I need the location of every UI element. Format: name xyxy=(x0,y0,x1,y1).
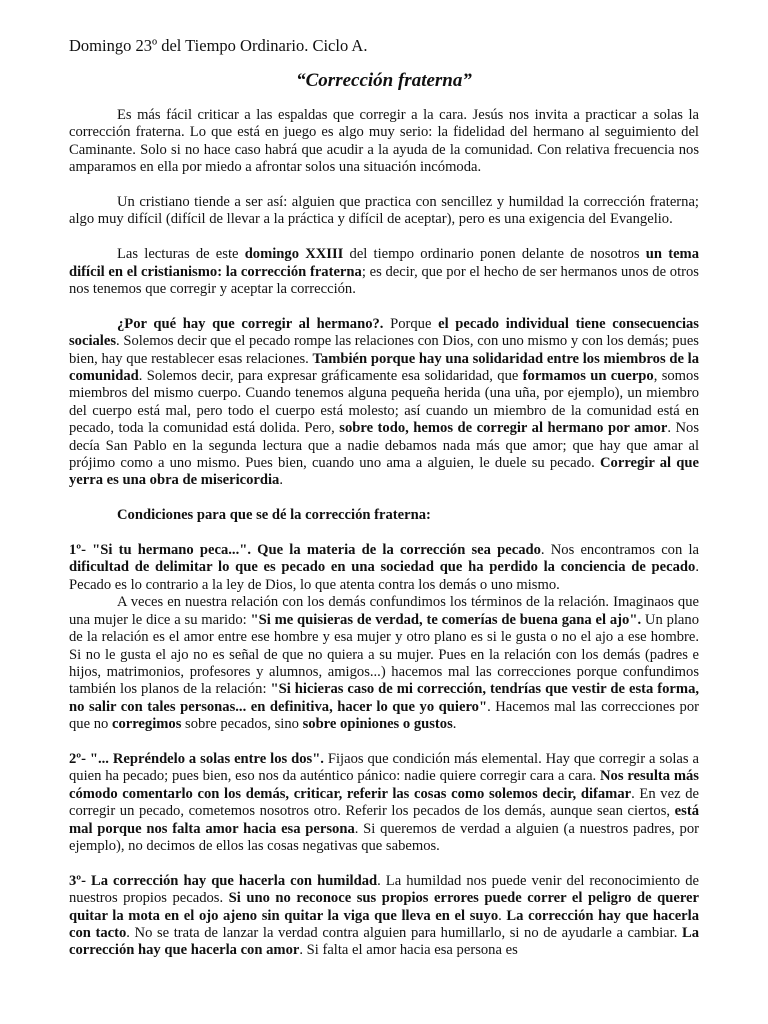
bold-text: dificultad de delimitar lo que es pecado en una sociedad que ha perdido la conciencia de pecado xyxy=(69,559,696,576)
bold-text: 2º- "... Repréndelo a solas entre los dos". xyxy=(69,750,324,767)
text-run: . Nos encontramos con la xyxy=(540,542,699,559)
text-run: . xyxy=(498,907,507,924)
document-header: Domingo 23º del Tiempo Ordinario. Ciclo A. xyxy=(69,36,368,55)
paragraph xyxy=(69,194,699,229)
bold-text: 1º- "Si tu hermano peca...". Que la materia de la corrección sea pecado xyxy=(69,542,541,559)
text-run: , somos miembros del mismo cuerpo. Cuando tenemos alguna pequeña herida (una uña, por ejemplo), un miembro del cuerpo está mal, pero todo el cuerpo está molesto; así cuando un miembro de la comunidad está en pecado, toda la comunidad está dolida. Pero, xyxy=(69,368,700,437)
text-run: . xyxy=(452,716,457,733)
text-run: . No se trata de lanzar la verdad contra alguien para humillarlo, si no de ayudarle a cambiar. xyxy=(126,924,682,941)
paragraph xyxy=(69,594,699,733)
bold-text: Condiciones para que se dé la corrección fraterna: xyxy=(117,507,431,524)
text-run: . Si queremos de verdad a alguien (a nuestros padres, por ejemplo), no decimos de ellos las cosas negativas que sabemos. xyxy=(69,820,699,854)
bold-text: formamos un cuerpo xyxy=(522,368,654,385)
bold-text: Si uno no reconoce sus propios errores puede correr el peligro de querer quitar la mota en el ojo ajeno sin quitar la viga que lleva en el suyo xyxy=(69,890,699,924)
bold-text: el pecado individual tiene consecuencias sociales xyxy=(69,315,699,350)
bold-text: está mal porque nos falta amor hacia esa persona xyxy=(69,803,699,837)
bold-text: ¿Por qué hay que corregir al hermano?. xyxy=(117,315,384,332)
text-run: . Hacemos mal las correcciones por que no xyxy=(69,698,699,733)
text-run: Es más fácil criticar a las espaldas que corregir a la cara. Jesús nos invita a practicar a solas la corrección fraterna. Lo que está en juego es algo muy serio: la fidelidad del hermano al seguimiento del Caminante. Solo si no hace caso habrá que acudir a la ayuda de la comunidad. Con relativa frecuencia nos amparamos en ella por miedo a afrontar solos una situación incómoda. xyxy=(69,107,699,176)
bold-text: Corregir al que yerra es una obra de misericordia xyxy=(69,455,699,489)
text-run: . Si falta el amor hacia esa persona es xyxy=(299,942,518,959)
text-run: A veces en nuestra relación con los demás confundimos los términos de la relación. Imaginaos que una mujer le dice a su marido: xyxy=(69,594,699,628)
text-run: . Solemos decir que el pecado rompe las relaciones con Dios, con uno mismo y con los demás; pues bien, hay que restablecer esas relaciones. xyxy=(69,333,699,367)
bold-text: corregimos xyxy=(111,716,182,733)
text-run: . Nos decía San Pablo en la segunda lectura que a nadie debamos nada más que amor; que hay que amar al prójimo como a uno mismo. Pues bien, cuando uno ama a alguien, le duele su pecado. xyxy=(69,420,700,472)
text-run: Un plano de la relación es el amor entre ese hombre y esa mujer y otro plano es si le gusta o no el ajo a ese hombre. Si no le gusta el ajo no es señal de que no quiera a su mujer. Pues en la relación con los demás (padres e hijos, matrimonios, profesores y alumnos, amigos...) hacemos mal las correcciones porque confundimos también los planos de la relación: xyxy=(69,611,699,698)
text-run: Las lecturas de este xyxy=(117,246,245,263)
text-run: Porque xyxy=(383,315,439,332)
bold-text: 3º- La corrección hay que hacerla con humildad xyxy=(69,872,378,889)
document-body xyxy=(69,107,699,977)
text-run: . Pecado es lo contrario a la ley de Dios, lo que atenta contra los demás o uno mismo. xyxy=(69,559,699,593)
paragraph xyxy=(69,107,699,177)
bold-text: "Si me quisieras de verdad, te comerías de buena gana el ajo". xyxy=(250,611,642,628)
text-run: . Solemos decir, para expresar gráficamente esa solidaridad, que xyxy=(138,368,523,385)
bold-text: "Si hicieras caso de mi corrección, tendrías que vestir de esta forma, no salir con tales personas... en definitiva, hacer lo que yo quiero" xyxy=(69,681,700,715)
document-title: “Corrección fraterna” xyxy=(296,70,472,91)
paragraph xyxy=(69,507,699,524)
bold-text: Nos resulta más cómodo comentarlo con los demás, criticar, referir las cosas como solemos decir, difamar xyxy=(69,768,699,802)
bold-text: La corrección hay que hacerla con tacto xyxy=(69,907,700,941)
bold-text: La corrección hay que hacerla con amor xyxy=(69,924,699,959)
bold-text: un tema difícil en el cristianismo: la corrección fraterna xyxy=(69,246,699,280)
paragraph xyxy=(69,316,699,490)
text-run: . La humildad nos puede venir del reconocimiento de nuestros propios pecados. xyxy=(69,872,699,907)
text-run: sobre pecados, sino xyxy=(181,716,303,733)
text-run: ; es decir, que por el hecho de ser hermanos unos de otros nos tenemos que corregir y aceptar la corrección. xyxy=(69,263,699,298)
bold-text: También porque hay una solidaridad entre los miembros de la comunidad xyxy=(69,350,699,385)
bold-text: sobre todo, hemos de corregir al hermano por amor xyxy=(339,420,668,437)
bold-text: sobre opiniones o gustos xyxy=(302,716,453,733)
paragraph xyxy=(69,751,699,855)
paragraph xyxy=(69,246,699,298)
text-run: Un cristiano tiende a ser así: alguien que practica con sencillez y humildad la corrección fraterna; algo muy difícil (difícil de llevar a la práctica y difícil de aceptar), pero es una exigencia del Evangelio. xyxy=(69,194,699,228)
text-run: . xyxy=(279,472,284,489)
paragraph xyxy=(69,873,699,960)
text-run: del tiempo ordinario ponen delante de nosotros xyxy=(343,246,646,263)
paragraph xyxy=(69,542,699,594)
bold-text: domingo XXIII xyxy=(244,246,344,263)
text-run: Fijaos que condición más elemental. Hay que corregir a solas a quien ha pecado; pues bien, eso nos da auténtico pánico: nadie quiere corregir cara a cara. xyxy=(69,750,699,785)
text-run: . En vez de corregir un pecado, cometemos nosotros otro. Referir los pecados de los demás, aunque sean ciertos, xyxy=(69,785,699,820)
